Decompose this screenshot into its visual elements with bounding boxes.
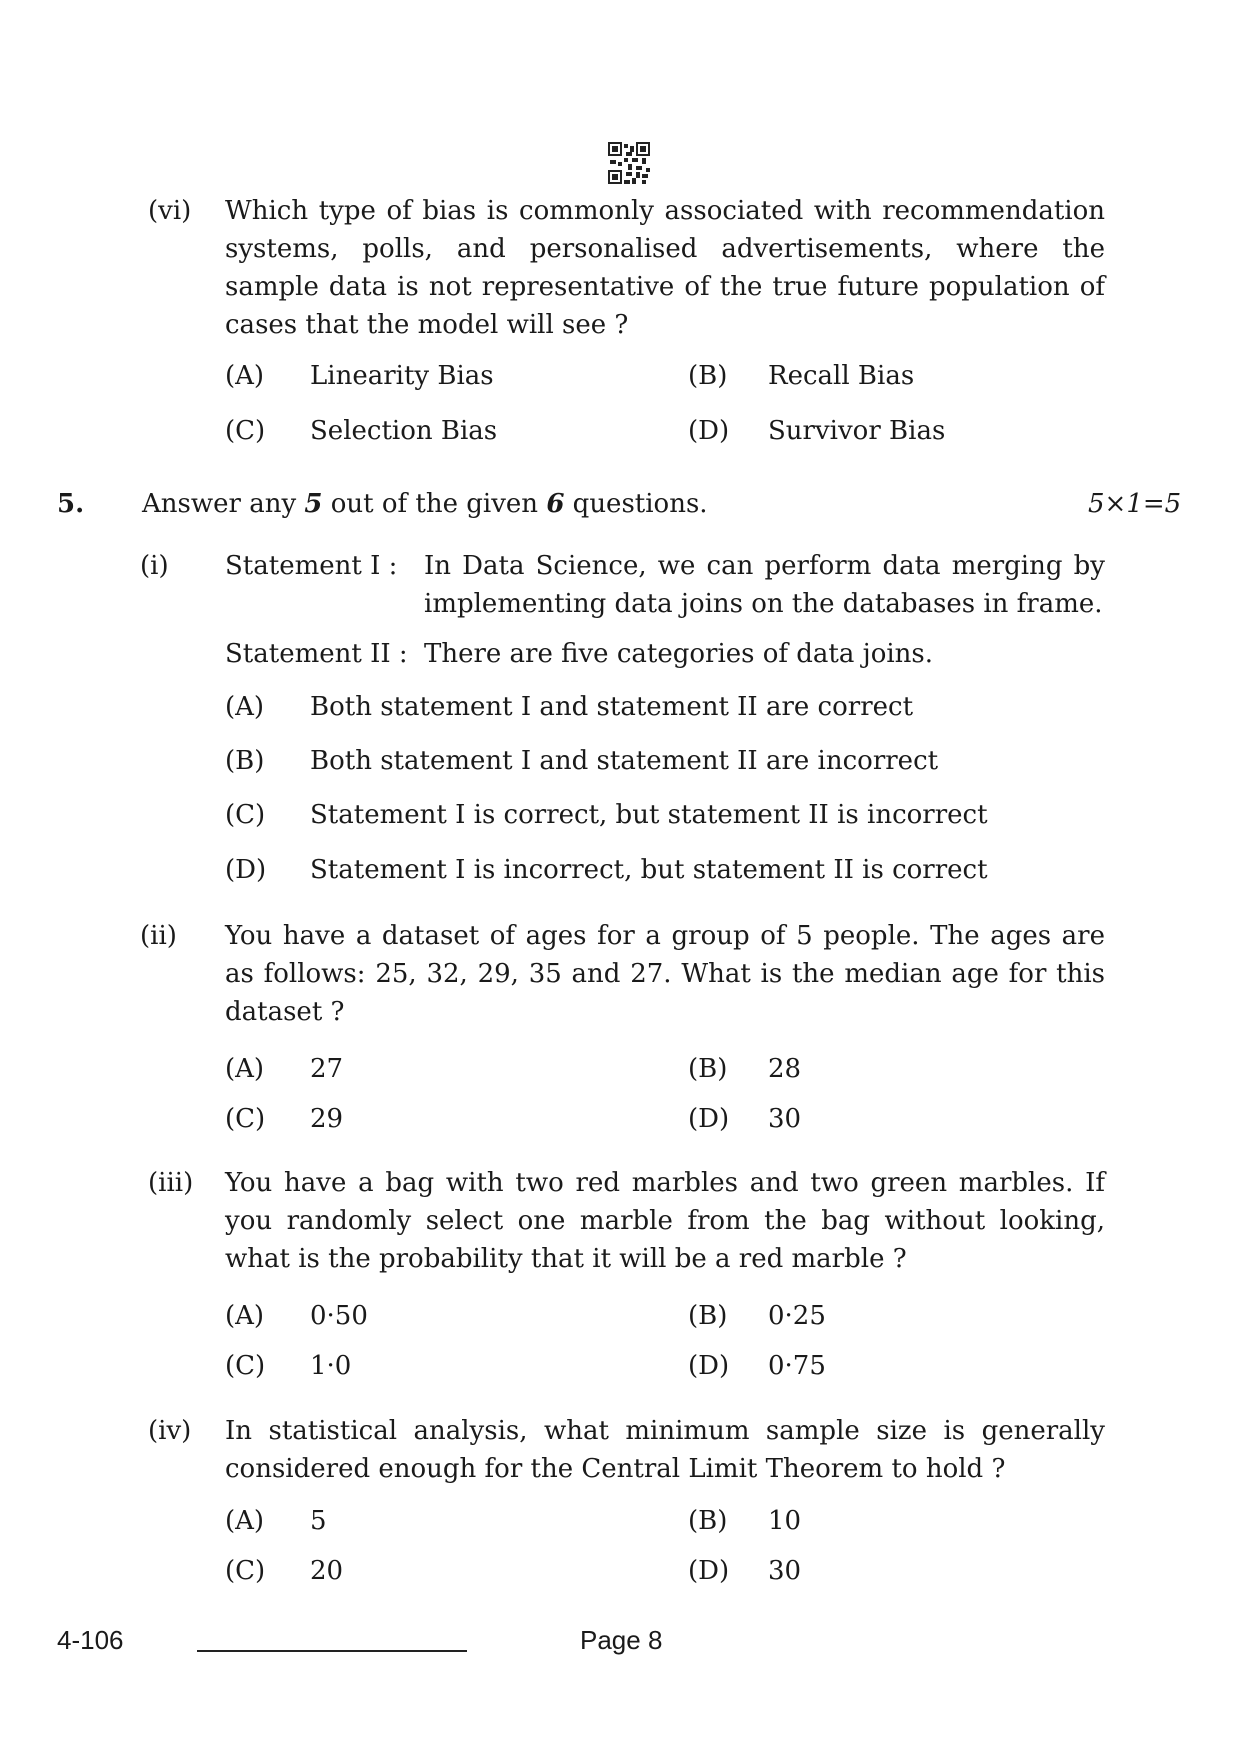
- option-label: (D): [225, 855, 267, 885]
- option-text: 10: [768, 1506, 802, 1536]
- option-text: 1·0: [310, 1351, 352, 1381]
- question-number: (iii): [148, 1168, 194, 1198]
- option-text: 0·25: [768, 1301, 826, 1331]
- option-text: 20: [310, 1556, 344, 1586]
- statement-1-text: In Data Science, we can perform data merging by implementing data joins on the databases in frame.: [424, 551, 1105, 619]
- option-text: 27: [310, 1054, 344, 1084]
- question-number: (ii): [140, 921, 177, 951]
- statement-2-text: There are five categories of data joins.: [424, 639, 934, 669]
- page-number: Page 8: [580, 1625, 663, 1655]
- question-number: (iv): [148, 1416, 192, 1446]
- statement-2-label: Statement II :: [225, 639, 408, 669]
- option-label: (D): [688, 1556, 730, 1586]
- option-label: (B): [225, 746, 265, 776]
- option-text: Both statement I and statement II are correct: [310, 692, 914, 722]
- question-number: (i): [140, 551, 169, 581]
- option-text: 30: [768, 1556, 802, 1586]
- footer-divider: [197, 1650, 467, 1652]
- option-label: (C): [225, 1556, 266, 1586]
- question-text: You have a bag with two red marbles and two green marbles. If you randomly select one marble from the bag without looking, what is the probability that it will be a red marble ?: [225, 1168, 1105, 1274]
- option-label: (A): [225, 692, 265, 722]
- option-label: (D): [688, 1104, 730, 1134]
- option-text: Recall Bias: [768, 361, 915, 391]
- option-text: Linearity Bias: [310, 361, 494, 391]
- question-number: (vi): [148, 196, 192, 226]
- section-number: 5.: [57, 489, 85, 519]
- question-text: Which type of bias is commonly associated with recommendation systems, polls, and personalised advertisements, where the sample data is not representative of the true future population of cases that the model will see ?: [225, 196, 1105, 340]
- section-instruction: Answer any 5 out of the given 6 questions.: [142, 489, 708, 519]
- statement-1-label: Statement I :: [225, 551, 398, 581]
- option-label: (B): [688, 1301, 728, 1331]
- option-text: 28: [768, 1054, 802, 1084]
- option-text: 0·50: [310, 1301, 368, 1331]
- option-label: (C): [225, 1351, 266, 1381]
- option-label: (C): [225, 416, 266, 446]
- option-label: (C): [225, 800, 266, 830]
- option-text: Selection Bias: [310, 416, 498, 446]
- option-label: (D): [688, 1351, 730, 1381]
- paper-code: 4-106: [57, 1625, 124, 1655]
- option-label: (A): [225, 1301, 265, 1331]
- option-text: Survivor Bias: [768, 416, 946, 446]
- option-text: 0·75: [768, 1351, 826, 1381]
- question-text: You have a dataset of ages for a group of 5 people. The ages are as follows: 25, 32, 29, 35 and 27. What is the median age for this dataset ?: [225, 921, 1105, 1027]
- question-text: In statistical analysis, what minimum sample size is generally considered enough for the Central Limit Theorem to hold ?: [225, 1416, 1105, 1484]
- option-text: 29: [310, 1104, 344, 1134]
- option-label: (A): [225, 1054, 265, 1084]
- option-label: (C): [225, 1104, 266, 1134]
- section-marks: 5×1=5: [1088, 489, 1182, 519]
- option-text: Statement I is incorrect, but statement II is correct: [310, 855, 988, 885]
- option-label: (B): [688, 361, 728, 391]
- option-label: (B): [688, 1506, 728, 1536]
- option-text: Statement I is correct, but statement II is incorrect: [310, 800, 988, 830]
- option-label: (A): [225, 361, 265, 391]
- option-text: Both statement I and statement II are incorrect: [310, 746, 939, 776]
- option-text: 5: [310, 1506, 327, 1536]
- qr-code-icon: [608, 142, 650, 184]
- option-label: (A): [225, 1506, 265, 1536]
- option-label: (D): [688, 416, 730, 446]
- option-label: (B): [688, 1054, 728, 1084]
- option-text: 30: [768, 1104, 802, 1134]
